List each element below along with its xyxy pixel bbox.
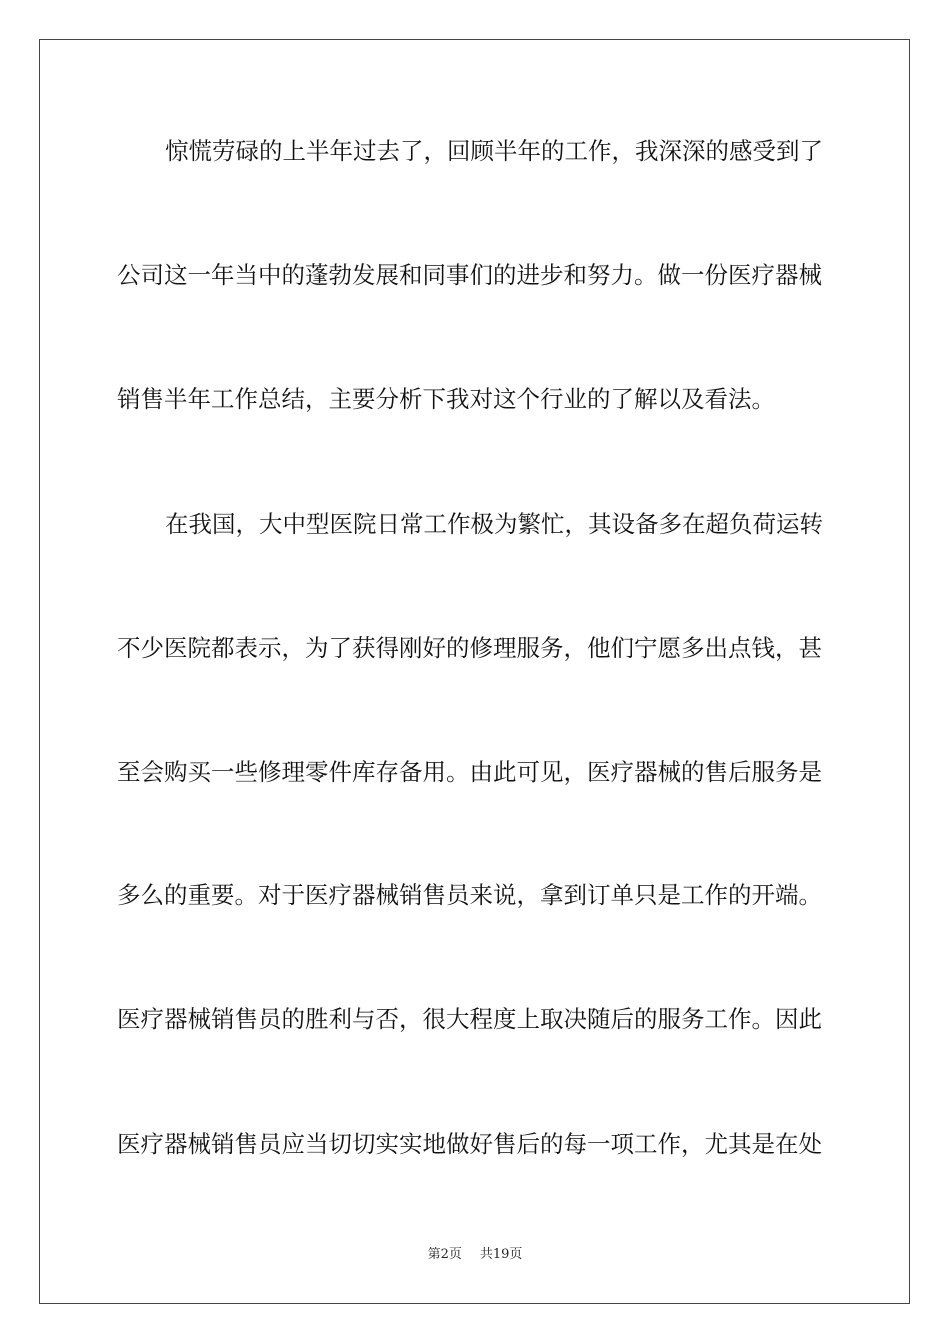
paragraph-line: 在我国，大中型医院日常工作极为繁忙，其设备多在超负荷运转 [165, 510, 823, 538]
paragraph-line: 至会购买一些修理零件库存备用。由此可见，医疗器械的售后服务是 [117, 758, 822, 786]
page-footer [0, 1245, 950, 1265]
paragraph-line: 惊慌劳碌的上半年过去了，回顾半年的工作，我深深的感受到了 [165, 137, 823, 165]
page-total: 共19页 [479, 1247, 523, 1262]
page-border [39, 39, 910, 1304]
paragraph-line: 医疗器械销售员应当切切实实地做好售后的每一项工作，尤其是在处 [117, 1130, 822, 1158]
paragraph-line: 销售半年工作总结，主要分析下我对这个行业的了解以及看法。 [117, 385, 775, 413]
paragraph-line: 公司这一年当中的蓬勃发展和同事们的进步和努力。做一份医疗器械 [117, 261, 822, 289]
paragraph-line: 医疗器械销售员的胜利与否，很大程度上取决随后的服务工作。因此 [117, 1005, 822, 1033]
paragraph-line: 不少医院都表示，为了获得刚好的修理服务，他们宁愿多出点钱，甚 [117, 634, 822, 662]
page-number: 第2页 [427, 1247, 462, 1262]
paragraph-line: 多么的重要。对于医疗器械销售员来说，拿到订单只是工作的开端。 [117, 881, 822, 909]
